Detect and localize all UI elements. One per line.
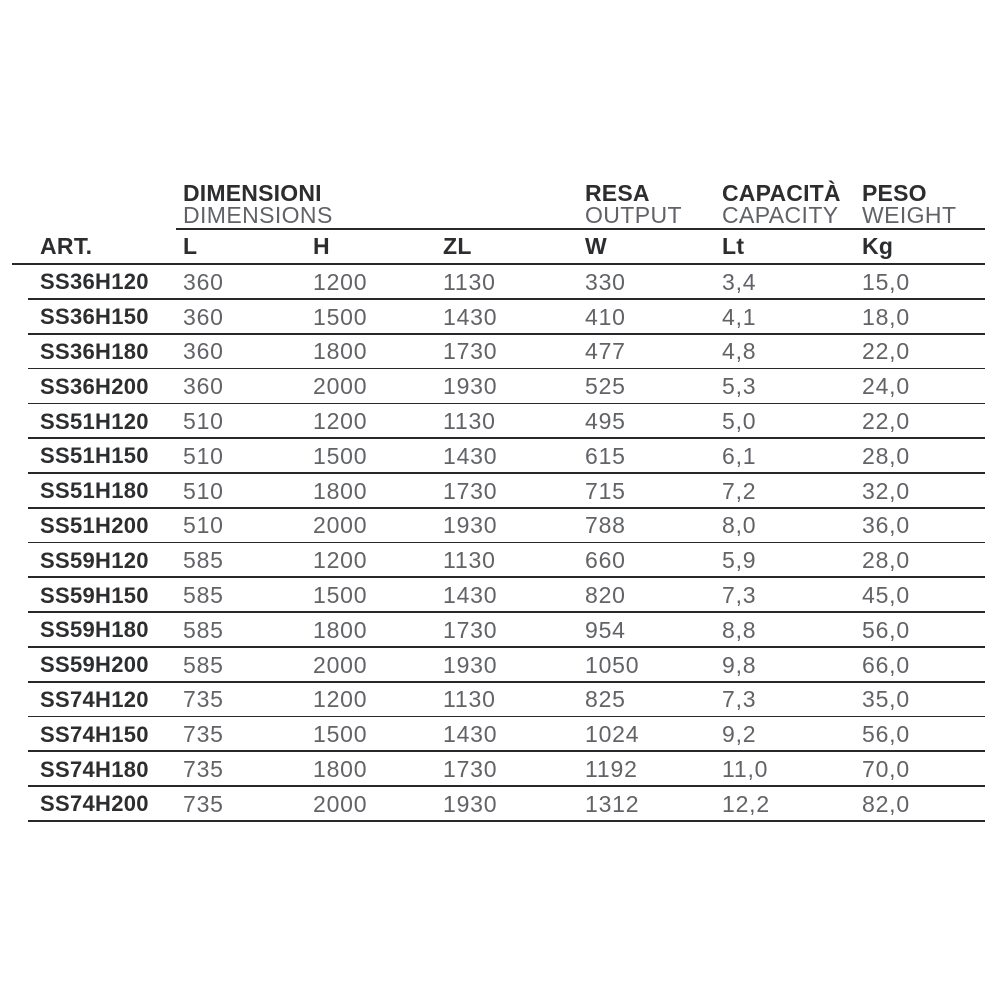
cell-lt: 6,1 — [722, 442, 757, 469]
cell-l: 510 — [183, 408, 224, 435]
cell-art: SS36H180 — [40, 338, 149, 364]
column-header-w: W — [585, 233, 608, 259]
cell-zl: 1430 — [443, 442, 498, 469]
spec-table — [12, 180, 985, 822]
cell-art: SS59H180 — [40, 617, 149, 643]
cell-zl: 1930 — [443, 373, 498, 400]
cell-art: SS74H150 — [40, 721, 149, 747]
cell-h: 1500 — [313, 582, 368, 609]
cell-lt: 12,2 — [722, 790, 770, 817]
column-header-zl: ZL — [443, 233, 472, 259]
cell-art: SS36H120 — [40, 269, 149, 295]
group-weight-secondary: WEIGHT — [862, 202, 957, 228]
cell-w: 1312 — [585, 790, 640, 817]
cell-kg: 70,0 — [862, 756, 910, 783]
cell-h: 1800 — [313, 616, 368, 643]
cell-h: 1500 — [313, 303, 368, 330]
cell-zl: 1730 — [443, 477, 498, 504]
cell-w: 525 — [585, 373, 626, 400]
cell-kg: 32,0 — [862, 477, 910, 504]
table-row — [12, 543, 985, 578]
cell-kg: 22,0 — [862, 338, 910, 365]
cell-kg: 56,0 — [862, 721, 910, 748]
cell-h: 1200 — [313, 686, 368, 713]
cell-kg: 56,0 — [862, 616, 910, 643]
group-output-primary: RESA — [585, 180, 650, 206]
table-row — [12, 404, 985, 439]
table-row — [12, 717, 985, 752]
cell-l: 735 — [183, 756, 224, 783]
cell-h: 1800 — [313, 477, 368, 504]
cell-l: 510 — [183, 442, 224, 469]
group-capacity — [722, 182, 862, 226]
cell-h: 2000 — [313, 512, 368, 539]
cell-w: 788 — [585, 512, 626, 539]
cell-h: 1500 — [313, 721, 368, 748]
cell-kg: 36,0 — [862, 512, 910, 539]
table-row — [12, 474, 985, 509]
cell-kg: 35,0 — [862, 686, 910, 713]
cell-lt: 4,1 — [722, 303, 757, 330]
cell-kg: 22,0 — [862, 408, 910, 435]
cell-lt: 5,3 — [722, 373, 757, 400]
group-capacity-secondary: CAPACITY — [722, 202, 839, 228]
cell-lt: 7,3 — [722, 582, 757, 609]
group-dimensions — [183, 182, 585, 226]
cell-lt: 5,9 — [722, 547, 757, 574]
cell-art: SS36H200 — [40, 373, 149, 399]
cell-l: 735 — [183, 790, 224, 817]
cell-w: 820 — [585, 582, 626, 609]
cell-art: SS59H200 — [40, 652, 149, 678]
table-row — [12, 613, 985, 648]
table-row — [12, 335, 985, 370]
cell-kg: 15,0 — [862, 268, 910, 295]
group-capacity-primary: CAPACITÀ — [722, 180, 841, 206]
cell-art: SS59H150 — [40, 582, 149, 608]
table-row — [12, 369, 985, 404]
cell-l: 585 — [183, 651, 224, 678]
cell-lt: 4,8 — [722, 338, 757, 365]
group-header-row — [12, 180, 985, 226]
table-row — [12, 509, 985, 544]
cell-zl: 1930 — [443, 790, 498, 817]
cell-w: 410 — [585, 303, 626, 330]
group-weight — [862, 182, 985, 226]
table-row — [12, 648, 985, 683]
cell-art: SS36H150 — [40, 304, 149, 330]
cell-w: 715 — [585, 477, 626, 504]
cell-zl: 1130 — [443, 408, 496, 435]
table-row — [12, 578, 985, 613]
cell-lt: 3,4 — [722, 268, 757, 295]
cell-zl: 1430 — [443, 582, 498, 609]
table-body — [12, 265, 985, 822]
cell-zl: 1130 — [443, 268, 496, 295]
group-dimensions-primary: DIMENSIONI — [183, 180, 322, 206]
column-header-kg: Kg — [862, 233, 894, 259]
column-header-art: ART. — [40, 233, 93, 259]
cell-lt: 9,8 — [722, 651, 757, 678]
cell-zl: 1430 — [443, 303, 498, 330]
cell-lt: 11,0 — [722, 756, 769, 783]
cell-lt: 9,2 — [722, 721, 757, 748]
cell-zl: 1930 — [443, 512, 498, 539]
cell-kg: 28,0 — [862, 547, 910, 574]
cell-lt: 8,8 — [722, 616, 757, 643]
cell-w: 495 — [585, 408, 626, 435]
cell-l: 735 — [183, 721, 224, 748]
cell-kg: 82,0 — [862, 790, 910, 817]
cell-art: SS51H180 — [40, 478, 149, 504]
cell-art: SS59H120 — [40, 547, 149, 573]
cell-lt: 5,0 — [722, 408, 757, 435]
group-weight-primary: PESO — [862, 180, 927, 206]
cell-l: 510 — [183, 512, 224, 539]
cell-w: 477 — [585, 338, 626, 365]
cell-art: SS74H200 — [40, 791, 149, 817]
cell-l: 510 — [183, 477, 224, 504]
cell-l: 360 — [183, 303, 224, 330]
cell-zl: 1730 — [443, 338, 498, 365]
cell-zl: 1730 — [443, 616, 498, 643]
table-row — [12, 439, 985, 474]
cell-l: 585 — [183, 547, 224, 574]
cell-h: 1200 — [313, 408, 368, 435]
cell-l: 585 — [183, 616, 224, 643]
cell-zl: 1130 — [443, 686, 496, 713]
cell-h: 1800 — [313, 338, 368, 365]
cell-lt: 7,2 — [722, 477, 757, 504]
cell-art: SS51H150 — [40, 443, 149, 469]
group-output-secondary: OUTPUT — [585, 202, 682, 228]
cell-kg: 18,0 — [862, 303, 910, 330]
group-dimensions-secondary: DIMENSIONS — [183, 202, 333, 228]
cell-h: 2000 — [313, 373, 368, 400]
group-output — [585, 182, 722, 226]
cell-zl: 1730 — [443, 756, 498, 783]
cell-kg: 45,0 — [862, 582, 910, 609]
cell-art: SS74H120 — [40, 686, 149, 712]
cell-h: 1800 — [313, 756, 368, 783]
cell-h: 1500 — [313, 442, 368, 469]
cell-w: 1050 — [585, 651, 640, 678]
column-header-h: H — [313, 233, 330, 259]
cell-kg: 28,0 — [862, 442, 910, 469]
cell-h: 2000 — [313, 651, 368, 678]
table-row — [12, 787, 985, 822]
column-header-row — [12, 230, 985, 265]
cell-kg: 24,0 — [862, 373, 910, 400]
cell-zl: 1430 — [443, 721, 498, 748]
table-row — [12, 683, 985, 718]
cell-l: 360 — [183, 338, 224, 365]
cell-kg: 66,0 — [862, 651, 910, 678]
column-header-l: L — [183, 233, 198, 259]
table-row — [12, 265, 985, 300]
column-header-lt: Lt — [722, 233, 745, 259]
cell-w: 660 — [585, 547, 626, 574]
cell-lt: 8,0 — [722, 512, 757, 539]
cell-zl: 1930 — [443, 651, 498, 678]
cell-h: 1200 — [313, 268, 368, 295]
cell-h: 1200 — [313, 547, 368, 574]
cell-art: SS74H180 — [40, 756, 149, 782]
cell-l: 360 — [183, 268, 224, 295]
cell-w: 330 — [585, 268, 626, 295]
cell-l: 585 — [183, 582, 224, 609]
cell-w: 1192 — [585, 756, 638, 783]
cell-w: 825 — [585, 686, 626, 713]
table-row — [12, 752, 985, 787]
cell-l: 360 — [183, 373, 224, 400]
cell-w: 1024 — [585, 721, 640, 748]
cell-w: 954 — [585, 616, 626, 643]
cell-zl: 1130 — [443, 547, 496, 574]
cell-art: SS51H200 — [40, 512, 149, 538]
cell-lt: 7,3 — [722, 686, 757, 713]
cell-l: 735 — [183, 686, 224, 713]
cell-art: SS51H120 — [40, 408, 149, 434]
table-row — [12, 300, 985, 335]
cell-w: 615 — [585, 442, 626, 469]
cell-h: 2000 — [313, 790, 368, 817]
